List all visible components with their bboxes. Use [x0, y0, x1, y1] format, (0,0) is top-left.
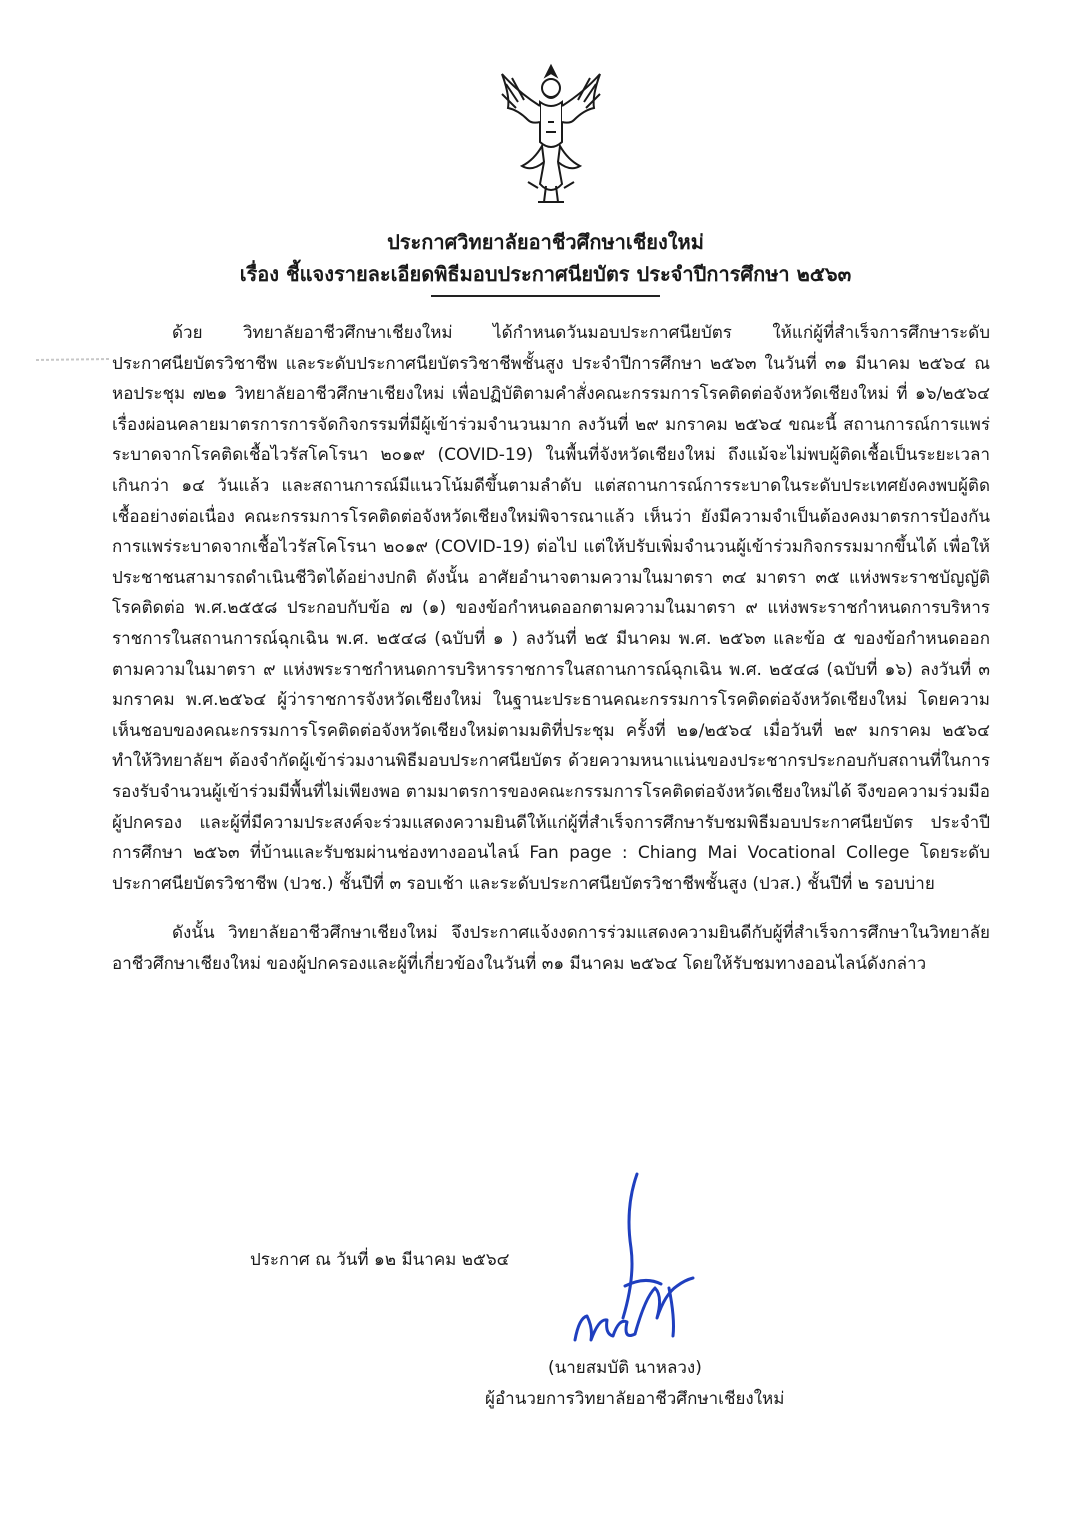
announcement-body [112, 318, 990, 979]
body-paragraph-1: ด้วย วิทยาลัยอาชีวศึกษาเชียงใหม่ ได้กำหนดวันมอบประกาศนียบัตร ให้แก่ผู้ที่สำเร็จการศึกษาระดับประกาศนียบัตรวิชาชีพ และระดับประกาศนียบัตรวิชาชีพชั้นสูง ประจำปีการศึกษา ๒๕๖๓ ในวันที่ ๓๑ มีนาคม ๒๕๖๔ ณ หอประชุม ๗๒๑ วิทยาลัยอาชีวศึกษาเชียงใหม่ เพื่อปฏิบัติตามคำสั่งคณะกรรมการโรคติดต่อจังหวัดเชียงใหม่ ที่ ๑๖/๒๕๖๔ เรื่องผ่อนคลายมาตรการการจัดกิจกรรมที่มีผู้เข้าร่วมจำนวนมาก ลงวันที่ ๒๙ มกราคม ๒๕๖๔ ขณะนี้ สถานการณ์การแพร่ระบาดจากโรคติดเชื้อไวรัสโคโรนา ๒๐๑๙ (COVID-19) ในพื้นที่จังหวัดเชียงใหม่ ถึงแม้จะไม่พบผู้ติดเชื้อเป็นระยะเวลาเกินกว่า ๑๔ วันแล้ว และสถานการณ์มีแนวโน้มดีขึ้นตามลำดับ แต่สถานการณ์การระบาดในระดับประเทศยังคงพบผู้ติดเชื้ออย่างต่อเนื่อง คณะกรรมการโรคติดต่อจังหวัดเชียงใหม่พิจารณาแล้ว เห็นว่า ยังมีความจำเป็นต้องคงมาตรการป้องกันการแพร่ระบาดจากเชื้อไวรัสโคโรนา ๒๐๑๙ (COVID-19) ต่อไป แต่ให้ปรับเพิ่มจำนวนผู้เข้าร่วมกิจกรรมมากขึ้นได้ เพื่อให้ประชาชนสามารถดำเนินชีวิตได้อย่างปกติ ดังนั้น อาศัยอำนาจตามความในมาตรา ๓๔ มาตรา ๓๕ แห่งพระราชบัญญัติโรคติดต่อ พ.ศ.๒๕๕๘ ประกอบกับข้อ ๗ (๑) ของข้อกำหนดออกตามความในมาตรา ๙ แห่งพระราชกำหนดการบริหารราชการในสถานการณ์ฉุกเฉิน พ.ศ. ๒๕๔๘ (ฉบับที่ ๑ ) ลงวันที่ ๒๕ มีนาคม พ.ศ. ๒๕๖๓ และข้อ ๕ ของข้อกำหนดออกตามความในมาตรา ๙ แห่งพระราชกำหนดการบริหารราชการในสถานการณ์ฉุกเฉิน พ.ศ. ๒๕๔๘ (ฉบับที่ ๑๖) ลงวันที่ ๓ มกราคม พ.ศ.๒๕๖๔ ผู้ว่าราชการจังหวัดเชียงใหม่ ในฐานะประธานคณะกรรมการโรคติดต่อจังหวัดเชียงใหม่ โดยความเห็นชอบของคณะกรรมการโรคติดต่อจังหวัดเชียงใหม่ตามมติที่ประชุม ครั้งที่ ๒๑/๒๕๖๔ เมื่อวันที่ ๒๙ มกราคม ๒๕๖๔ ทำให้วิทยาลัยฯ ต้องจำกัดผู้เข้าร่วมงานพิธีมอบประกาศนียบัตร ด้วยความหนาแน่นของประชากรประกอบกับสถานที่ในการรองรับจำนวนผู้เข้าร่วมมีพื้นที่ไม่เพียงพอ ตามมาตรการของคณะกรรมการโรคติดต่อจังหวัดเชียงใหม่ได้ จึงขอความร่วมมือผู้ปกครอง และผู้ที่มีความประสงค์จะร่วมแสดงความยินดีให้แก่ผู้ที่สำเร็จการศึกษารับชมพิธีมอบประกาศนียบัตร ประจำปีการศึกษา ๒๕๖๓ ที่บ้านและรับชมผ่านช่องทางออนไลน์ Fan page : Chiang Mai Vocational College โดยระดับประกาศนียบัตรวิชาชีพ (ปวช.) ชั้นปีที่ ๓ รอบเช้า และระดับประกาศนียบัตรวิชาชีพชั้นสูง (ปวส.) ชั้นปีที่ ๒ รอบบ่าย [112, 323, 990, 894]
handwritten-signature-icon [565, 1168, 715, 1358]
scan-margin-mark [34, 354, 114, 364]
signatory-name: (นายสมบัติ นาหลวง) [548, 1358, 702, 1378]
body-paragraph-2: ดังนั้น วิทยาลัยอาชีวศึกษาเชียงใหม่ จึงประกาศแจ้งงดการร่วมแสดงความยินดีกับผู้ที่สำเร็จการศึกษาในวิทยาลัยอาชีวศึกษาเชียงใหม่ ของผู้ปกครองและผู้ที่เกี่ยวข้องในวันที่ ๓๑ มีนาคม ๒๕๖๔ โดยให้รับชมทางออนไลน์ดังกล่าว [112, 923, 990, 974]
title-divider [431, 295, 660, 297]
announcement-date: ประกาศ ณ วันที่ ๑๒ มีนาคม ๒๕๖๔ [250, 1250, 510, 1270]
document-title: ประกาศวิทยาลัยอาชีวศึกษาเชียงใหม่ [387, 230, 704, 254]
garuda-emblem-icon [488, 62, 614, 212]
signatory-position: ผู้อำนวยการวิทยาลัยอาชีวศึกษาเชียงใหม่ [485, 1389, 785, 1409]
document-subject: เรื่อง ชี้แจงรายละเอียดพิธีมอบประกาศนียบัตร ประจำปีการศึกษา ๒๕๖๓ [239, 262, 852, 286]
